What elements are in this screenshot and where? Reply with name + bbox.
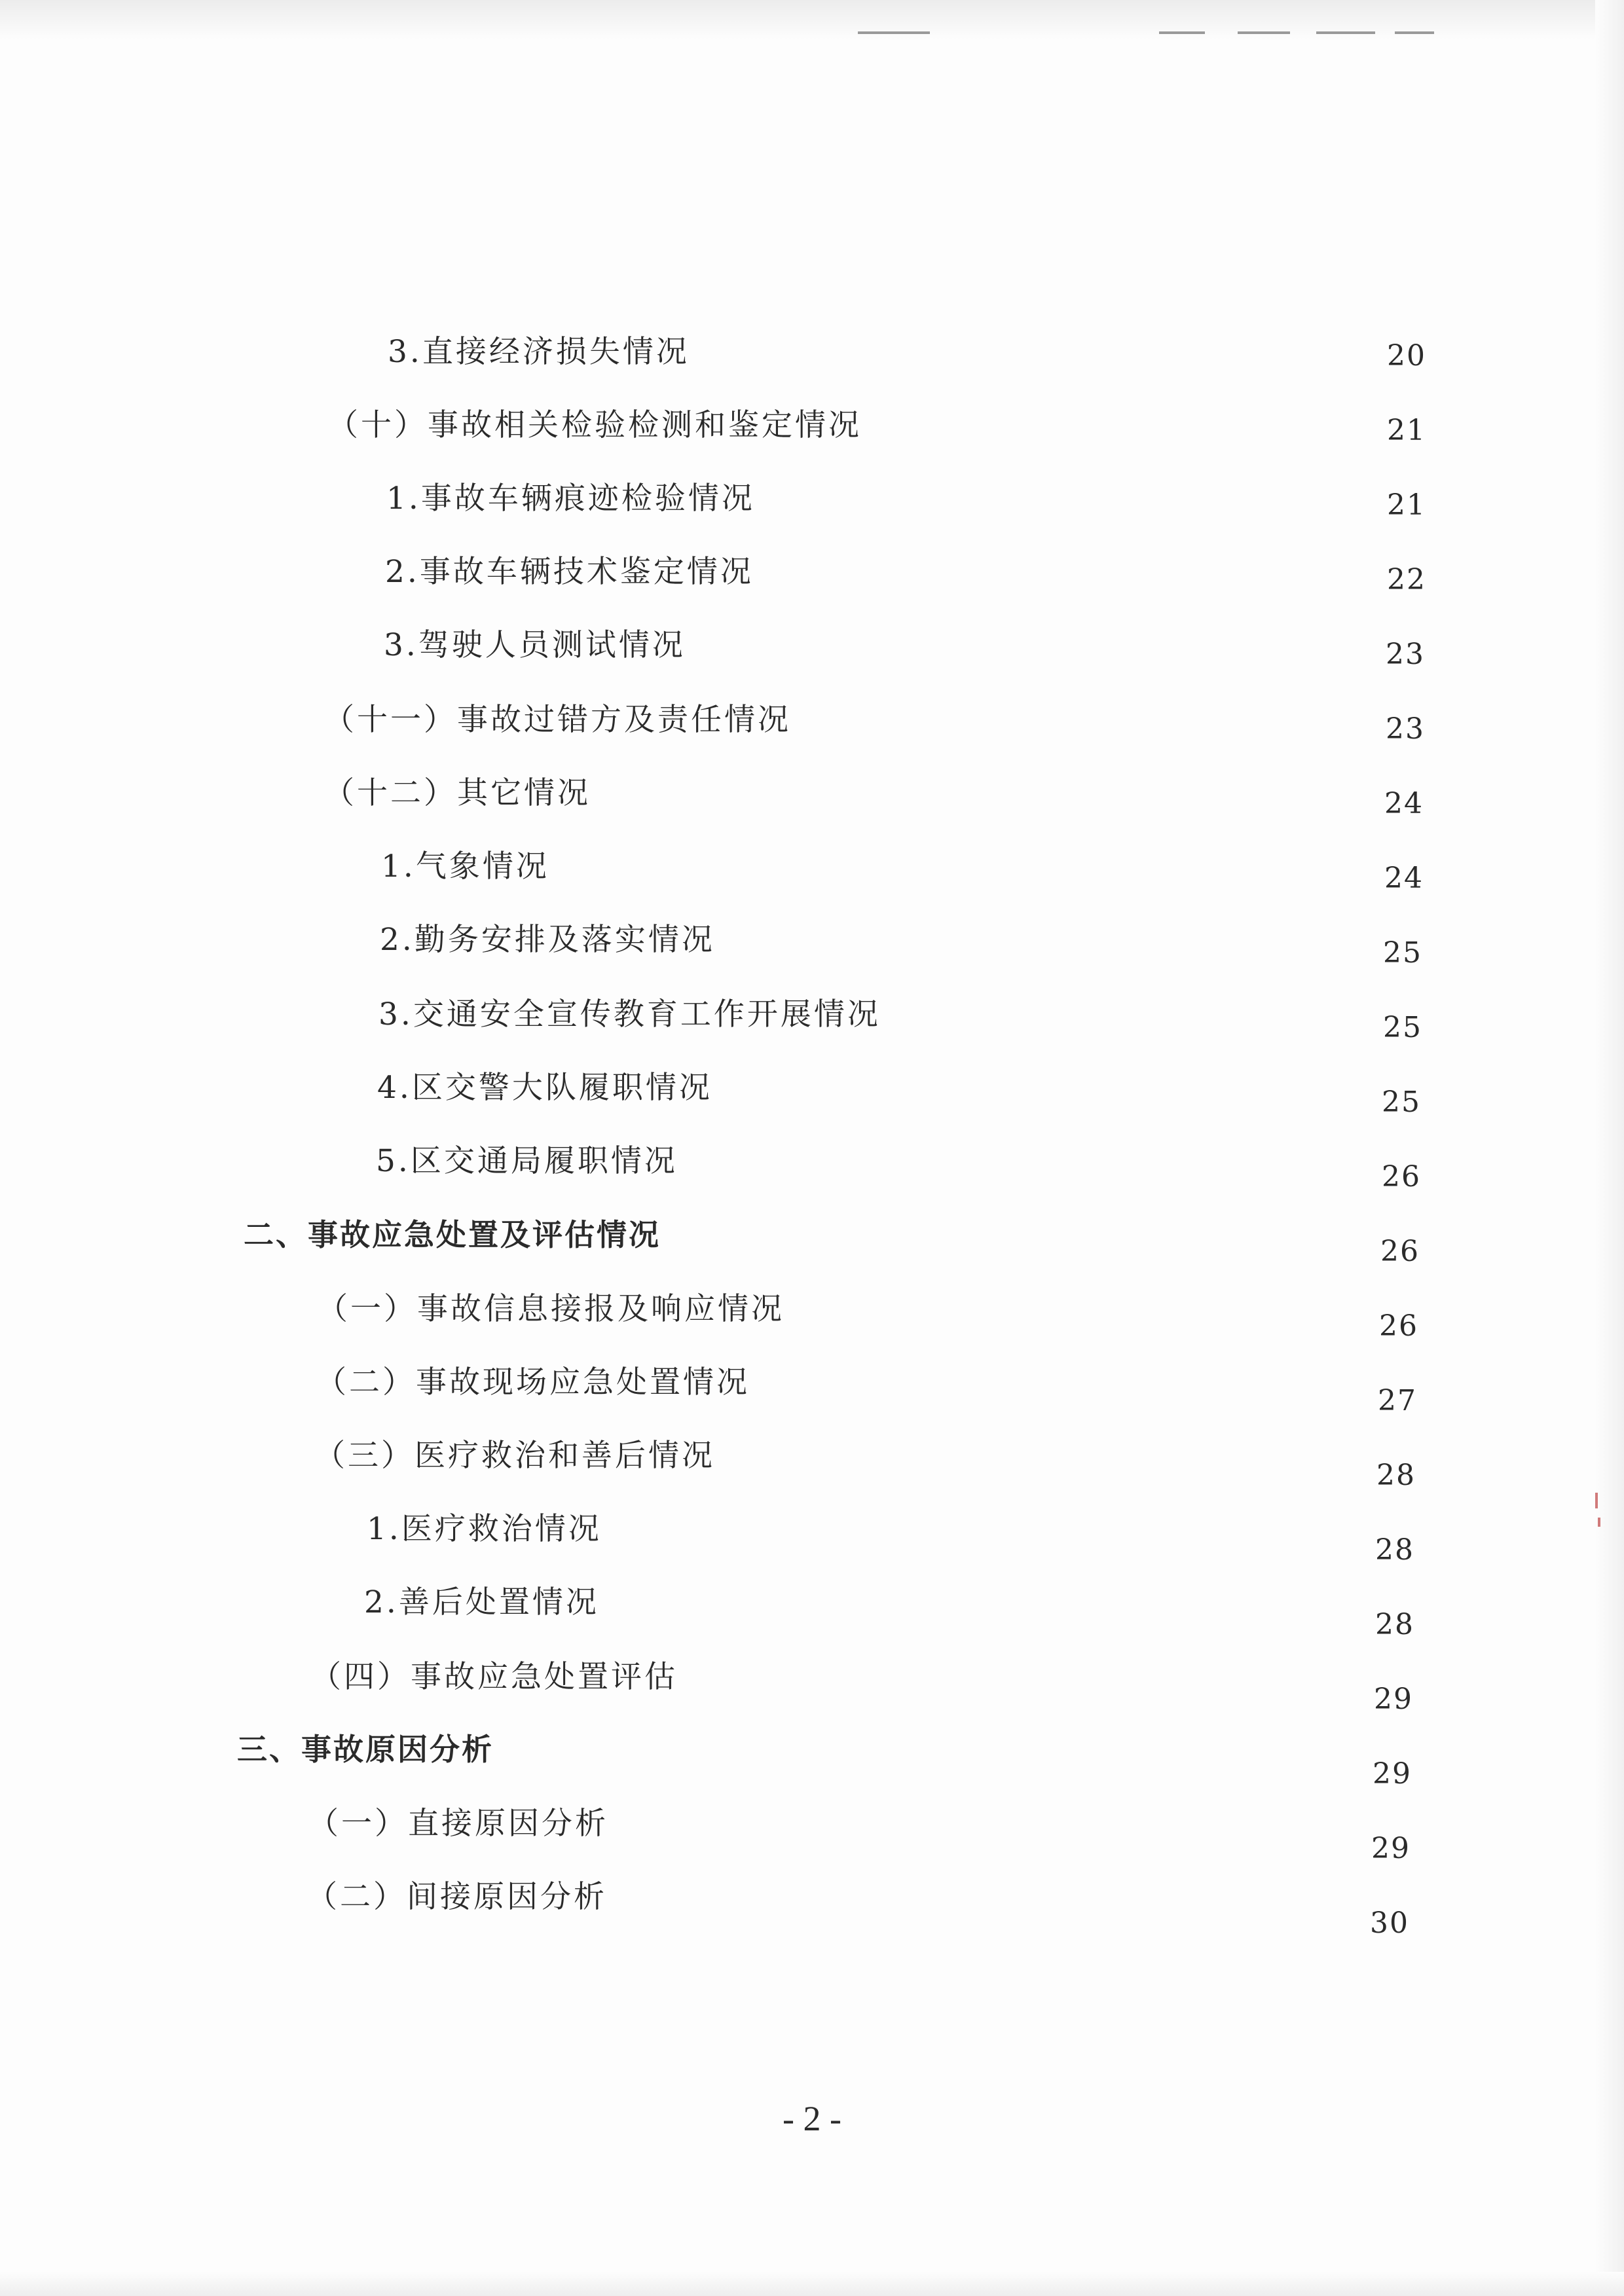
toc-entry-page: 20 bbox=[1387, 339, 1426, 373]
toc-entry-page: 26 bbox=[1380, 1235, 1420, 1268]
toc-entry-title: 2.勤务安排及落实情况 bbox=[380, 922, 715, 958]
toc-entry-page: 24 bbox=[1384, 862, 1424, 895]
toc-entry-page: 30 bbox=[1370, 1906, 1409, 1940]
red-margin-mark bbox=[1595, 1493, 1598, 1508]
toc-entry-page: 25 bbox=[1383, 936, 1422, 970]
toc-entry-page: 21 bbox=[1387, 488, 1426, 522]
toc-entry-page: 26 bbox=[1382, 1160, 1421, 1194]
toc-entry-page: 29 bbox=[1374, 1683, 1413, 1716]
toc-entry-page: 27 bbox=[1378, 1384, 1417, 1417]
toc-entry-page: 26 bbox=[1379, 1309, 1418, 1343]
toc-entry-title: （一）直接原因分析 bbox=[308, 1806, 608, 1842]
toc-entry-title: （二）事故现场应急处置情况 bbox=[316, 1364, 750, 1400]
toc-entry-title: （十）事故相关检验检测和鉴定情况 bbox=[327, 407, 862, 443]
toc-entry-title: （十二）其它情况 bbox=[323, 775, 591, 811]
red-margin-mark bbox=[1598, 1518, 1600, 1527]
toc-entry-title: （十一）事故过错方及责任情况 bbox=[323, 702, 791, 738]
toc-entry-page: 23 bbox=[1386, 712, 1425, 746]
toc-entry-title: 3.驾驶人员测试情况 bbox=[384, 627, 686, 663]
scan-dash bbox=[1395, 31, 1434, 34]
toc-entry-page: 22 bbox=[1387, 563, 1426, 596]
toc-entry-page: 29 bbox=[1371, 1832, 1411, 1865]
toc-entry-title: 5.区交通局履职情况 bbox=[376, 1143, 678, 1179]
toc-entry-page: 28 bbox=[1375, 1608, 1414, 1641]
toc-entry-title: 2.事故车辆技术鉴定情况 bbox=[385, 554, 754, 590]
toc-entry-title: （四）事故应急处置评估 bbox=[310, 1659, 678, 1695]
toc-entry-title: （二）间接原因分析 bbox=[306, 1879, 607, 1915]
scan-top-shadow bbox=[0, 0, 1624, 39]
scan-dash bbox=[1159, 31, 1205, 34]
toc-entry-page: 25 bbox=[1382, 1085, 1421, 1119]
toc-entry-page: 29 bbox=[1373, 1757, 1412, 1791]
toc-entry-title: 1.医疗救治情况 bbox=[367, 1511, 602, 1547]
toc-entry-page: 21 bbox=[1387, 414, 1426, 447]
page-number: - 2 - bbox=[783, 2099, 841, 2138]
toc-entry-title: 4.区交警大队履职情况 bbox=[377, 1070, 712, 1106]
toc-entry-page: 23 bbox=[1386, 638, 1425, 671]
toc-entry-title: （一）事故信息接报及响应情况 bbox=[317, 1291, 784, 1327]
scan-dash bbox=[1316, 31, 1375, 34]
scan-dash bbox=[1238, 31, 1290, 34]
scan-right-shadow bbox=[1595, 0, 1624, 2296]
toc-section-heading: 二、事故应急处置及评估情况 bbox=[244, 1217, 661, 1252]
toc-entry-title: 2.善后处置情况 bbox=[364, 1584, 599, 1620]
toc-entry-title: 3.直接经济损失情况 bbox=[388, 334, 690, 370]
scan-dash bbox=[858, 31, 930, 34]
toc-entry-page: 28 bbox=[1376, 1459, 1416, 1492]
toc-entry-page: 25 bbox=[1383, 1011, 1422, 1044]
toc-entry-page: 28 bbox=[1375, 1533, 1414, 1567]
scan-bottom-shadow bbox=[0, 2272, 1624, 2296]
toc-entry-title: 1.事故车辆痕迹检验情况 bbox=[386, 481, 755, 517]
toc-section-heading: 三、事故原因分析 bbox=[237, 1732, 494, 1767]
toc-entry-title: （三）医疗救治和善后情况 bbox=[314, 1438, 715, 1474]
toc-entry-title: 3.交通安全宣传教育工作开展情况 bbox=[378, 996, 881, 1032]
toc-entry-title: 1.气象情况 bbox=[381, 848, 549, 884]
toc-entry-page: 24 bbox=[1384, 787, 1424, 820]
